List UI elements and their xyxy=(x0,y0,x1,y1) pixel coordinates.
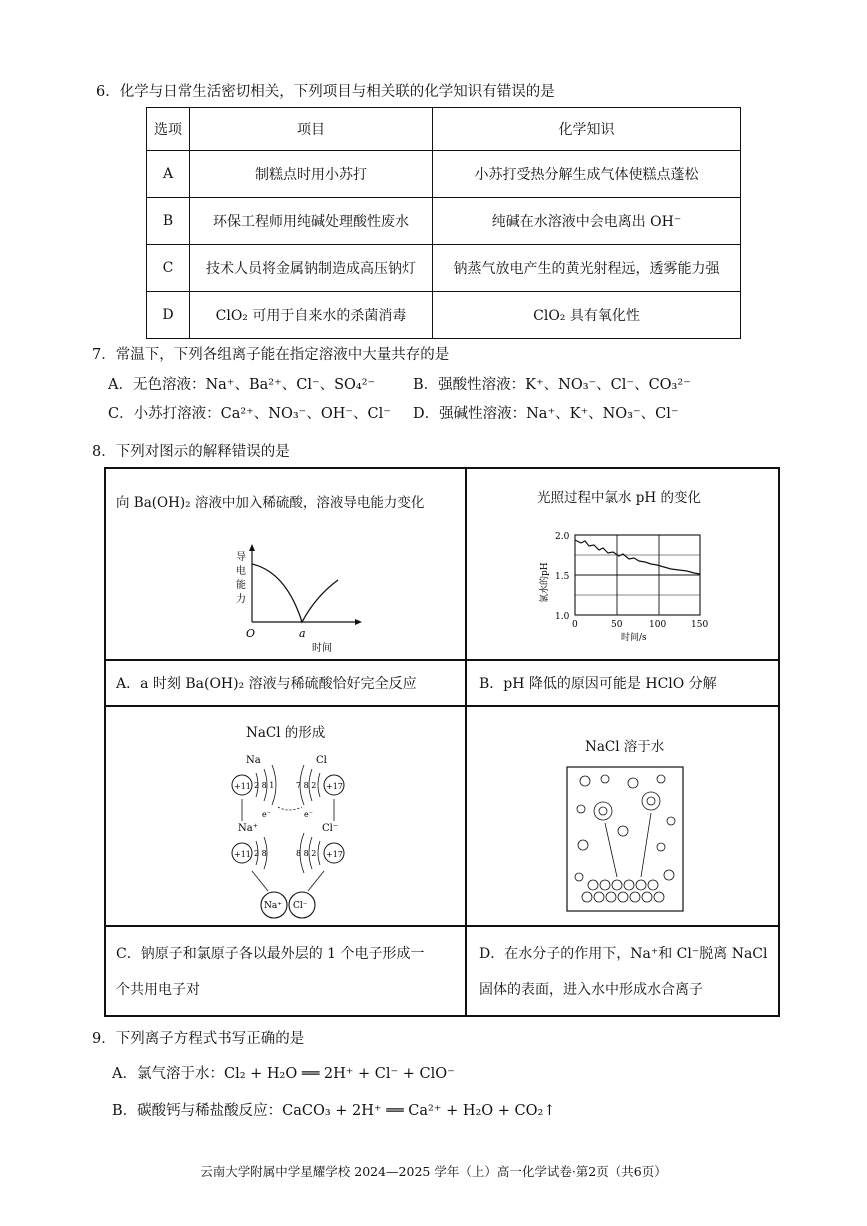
row-option: C xyxy=(147,245,190,292)
q7-option-b: B．强酸性溶液：K⁺、NO₃⁻、Cl⁻、CO₃²⁻ xyxy=(413,377,691,393)
x-tick: 0 xyxy=(572,620,578,630)
q7-option-a: A．无色溶液：Na⁺、Ba²⁺、Cl⁻、SO₄²⁻ xyxy=(108,377,376,393)
x-tick: 150 xyxy=(691,620,709,630)
y-tick: 1.5 xyxy=(555,572,570,582)
nacl-dissolution-diagram xyxy=(565,765,685,913)
cl-ion-product: Cl⁻ xyxy=(293,901,308,911)
option-c-cell xyxy=(105,926,466,1016)
row-item: 环保工程师用纯碱处理酸性废水 xyxy=(190,198,433,245)
na-ion-label: Na⁺ xyxy=(238,823,258,834)
q7-stem: 7．常温下，下列各组离子能在指定溶液中大量共存的是 xyxy=(92,347,450,363)
ph-graph xyxy=(539,527,714,647)
cl-ion-nucleus: +17 xyxy=(326,850,343,859)
x-axis-label: 时间/s xyxy=(621,633,647,643)
row-knowledge: ClO₂ 具有氧化性 xyxy=(433,292,741,339)
q8-option-c-line1: C．钠原子和氯原子各以最外层的 1 个电子形成一 xyxy=(116,946,425,962)
table-row xyxy=(147,292,741,339)
option-a-cell xyxy=(105,660,466,706)
y-label-char: 电 xyxy=(236,566,246,577)
q8-option-c-line2: 个共用电子对 xyxy=(116,982,200,998)
point-a-label: a xyxy=(299,627,306,640)
na-ion-nucleus: +11 xyxy=(234,850,251,859)
q7-option-c: C．小苏打溶液：Ca²⁺、NO₃⁻、OH⁻、Cl⁻ xyxy=(108,406,391,422)
q8-option-d-line2: 固体的表面，进入水中形成水合离子 xyxy=(479,982,703,998)
panel-b-title: 光照过程中氯水 pH 的变化 xyxy=(537,490,701,506)
option-d-cell xyxy=(466,926,779,1016)
na-shells: 2 8 1 xyxy=(254,781,275,790)
row-option: D xyxy=(147,292,190,339)
x-tick: 50 xyxy=(611,620,623,630)
q9-stem: 9．下列离子方程式书写正确的是 xyxy=(92,1031,305,1047)
table-header-row xyxy=(147,108,741,151)
na-nucleus: +11 xyxy=(234,782,251,791)
header-item: 项目 xyxy=(190,108,433,151)
x-tick: 100 xyxy=(649,620,667,630)
q8-stem: 8．下列对图示的解释错误的是 xyxy=(92,444,290,460)
table-row xyxy=(147,245,741,292)
y-tick: 1.0 xyxy=(555,612,570,622)
y-label-char: 导 xyxy=(236,552,246,563)
y-axis-label: 氯水的pH xyxy=(540,562,550,603)
y-tick: 2.0 xyxy=(555,532,570,542)
row-item: ClO₂ 可用于自来水的杀菌消毒 xyxy=(190,292,433,339)
table-row xyxy=(147,151,741,198)
cl-nucleus: +17 xyxy=(326,782,343,791)
na-label: Na xyxy=(246,755,261,766)
y-label-char: 力 xyxy=(236,594,246,605)
page-footer: 云南大学附属中学星耀学校 2024—2025 学年（上）高一化学试卷·第2页（共6页） xyxy=(200,1164,667,1179)
q6-table xyxy=(146,107,741,339)
header-knowledge: 化学知识 xyxy=(433,108,741,151)
row-item: 技术人员将金属钠制造成高压钠灯 xyxy=(190,245,433,292)
cl-ion-label: Cl⁻ xyxy=(322,823,339,834)
panel-d xyxy=(466,706,779,926)
q7-option-d: D．强碱性溶液：Na⁺、K⁺、NO₃⁻、Cl⁻ xyxy=(413,406,679,422)
na-ion-shells: 2 8 xyxy=(254,849,267,858)
q9-option-b: B．碳酸钙与稀盐酸反应：CaCO₃ + 2H⁺ ══ Ca²⁺ + H₂O + CO₂↑ xyxy=(112,1103,556,1119)
row-option: B xyxy=(147,198,190,245)
y-label-char: 能 xyxy=(236,580,246,591)
cl-ion-shells: 8 8 2 xyxy=(296,849,317,858)
q8-option-d-line1: D．在水分子的作用下，Na⁺和 Cl⁻脱离 NaCl xyxy=(479,946,768,962)
panel-d-title: NaCl 溶于水 xyxy=(585,739,665,755)
row-knowledge: 钠蒸气放电产生的黄光射程远，透雾能力强 xyxy=(433,245,741,292)
cl-label: Cl xyxy=(316,755,327,766)
electron-label: e⁻ xyxy=(304,810,313,819)
panel-c-title: NaCl 的形成 xyxy=(246,725,326,741)
row-knowledge: 纯碱在水溶液中会电离出 OH⁻ xyxy=(433,198,741,245)
x-axis-label: 时间 xyxy=(312,643,332,654)
q8-figure-grid xyxy=(104,467,780,1017)
origin-label: O xyxy=(246,627,256,640)
q8-option-b: B．pH 降低的原因可能是 HClO 分解 xyxy=(479,676,717,692)
header-option: 选项 xyxy=(147,108,190,151)
na-ion-product: Na⁺ xyxy=(264,901,282,911)
cl-shells: 7 8 2 xyxy=(296,781,317,790)
panel-b xyxy=(466,468,779,660)
panel-a xyxy=(105,468,466,660)
q9-option-a: A．氯气溶于水：Cl₂ + H₂O ══ 2H⁺ + Cl⁻ + ClO⁻ xyxy=(112,1066,455,1082)
row-knowledge: 小苏打受热分解生成气体使糕点蓬松 xyxy=(433,151,741,198)
q6-stem: 6．化学与日常生活密切相关，下列项目与相关联的化学知识有错误的是 xyxy=(96,84,555,100)
row-option: A xyxy=(147,151,190,198)
panel-a-title: 向 Ba(OH)₂ 溶液中加入稀硫酸，溶液导电能力变化 xyxy=(116,495,425,511)
electron-label: e⁻ xyxy=(262,810,271,819)
panel-c xyxy=(105,706,466,926)
row-item: 制糕点时用小苏打 xyxy=(190,151,433,198)
option-b-cell xyxy=(466,660,779,706)
table-row xyxy=(147,198,741,245)
conductivity-graph xyxy=(226,544,366,656)
q8-option-a: A．a 时刻 Ba(OH)₂ 溶液与稀硫酸恰好完全反应 xyxy=(116,676,417,692)
nacl-formation-diagram xyxy=(218,743,358,925)
